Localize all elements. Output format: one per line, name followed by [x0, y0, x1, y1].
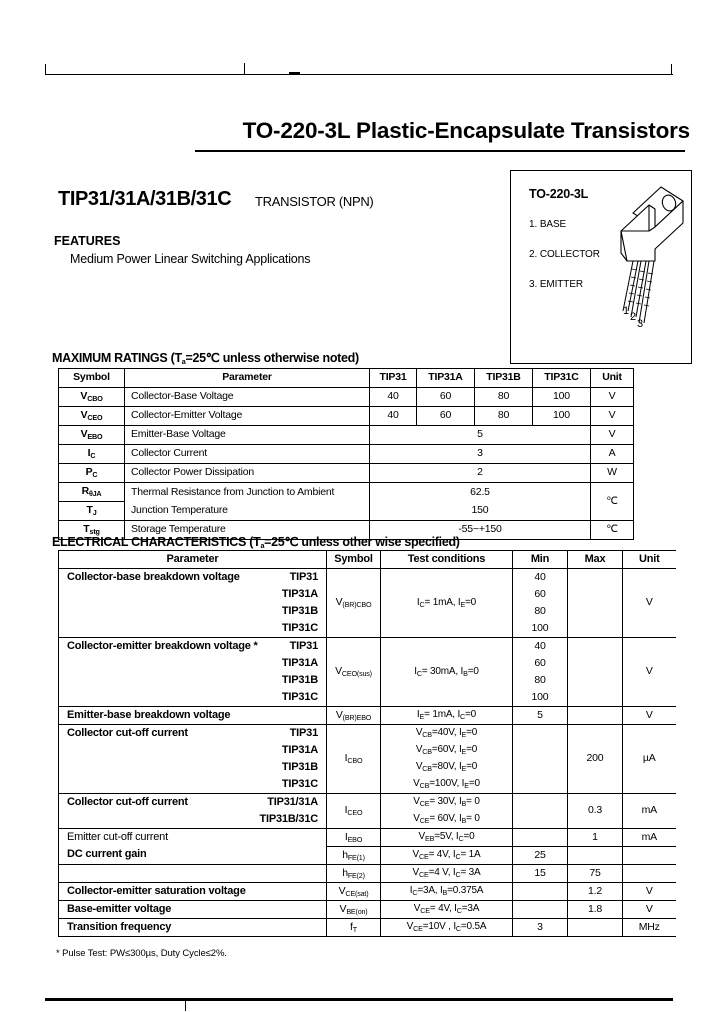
symbol-iebo: $I_{EBO}$	[327, 829, 381, 847]
max-iebo: 1	[568, 829, 623, 847]
table-row	[59, 725, 676, 743]
parameter-eb-breakdown: Emitter-base breakdown voltage	[59, 707, 327, 725]
col-header-symbol: Symbol	[327, 551, 381, 569]
package-title: TO-220-3L	[529, 187, 589, 201]
max-cb	[568, 569, 623, 638]
symbol-vcbo: $V_{CBO}$	[59, 388, 125, 407]
value-vceo-tip31c: 100	[533, 407, 591, 426]
top-dash-mark	[289, 72, 300, 75]
part-type-label: TRANSISTOR (NPN)	[255, 194, 374, 209]
condition-vbrcbo: $I_C= 1mA$, $I_E=0$	[381, 569, 513, 638]
parameter-ic: Collector Current	[125, 445, 370, 464]
condition-icbo-1: $V_{CB}=40V$, $I_E=0$	[381, 725, 513, 743]
ele-caption-part2: =25℃ unless other wise specified)	[264, 535, 460, 549]
grade-row-ce-tip31c: TIP31C	[59, 689, 327, 707]
table-row	[59, 407, 634, 426]
min-icbo	[513, 725, 568, 794]
min-hfe2: 15	[513, 865, 568, 883]
parameter-iebo: Emitter cut-off current	[59, 829, 327, 847]
unit-cb: V	[623, 569, 676, 638]
parameter-hfe2-blank	[59, 865, 327, 883]
col-header-test-conditions: Test conditions	[381, 551, 513, 569]
value-ic-all: 3	[370, 445, 591, 464]
top-rule	[45, 74, 673, 75]
max-ft	[568, 919, 623, 937]
title-underline	[195, 150, 685, 152]
unit-ce: V	[623, 638, 676, 707]
min-ce-tip31b: 80	[513, 672, 568, 689]
col-header-parameter: Parameter	[59, 551, 327, 569]
condition-iebo: $V_{EB}=5V$, $I_C=0$	[381, 829, 513, 847]
unit-tstg: ℃	[591, 521, 634, 540]
table-row	[59, 502, 634, 521]
value-vcbo-tip31: 40	[370, 388, 417, 407]
symbol-pc: $P_C$	[59, 464, 125, 483]
table-row	[59, 445, 634, 464]
value-vebo-all: 5	[370, 426, 591, 445]
electrical-characteristics-table	[58, 550, 676, 937]
condition-vbrebo: $I_E= 1mA$, $I_C=0$	[381, 707, 513, 725]
value-vcbo-tip31a: 60	[417, 388, 475, 407]
min-cb-tip31b: 80	[513, 603, 568, 620]
table-row	[59, 901, 676, 919]
table-row	[59, 794, 676, 812]
condition-icbo-4: $V_{CB}=100V$, $I_E=0$	[381, 776, 513, 794]
min-ce-tip31c: 100	[513, 689, 568, 707]
table-row	[59, 483, 634, 502]
ele-caption-ta: $T_a$	[253, 535, 265, 550]
max-vbeon: 1.8	[568, 901, 623, 919]
col-header-symbol: Symbol	[59, 369, 125, 388]
max-caption-part1: MAXIMUM RATINGS (	[52, 351, 175, 365]
package-pin-3-label: 3. EMITTER	[529, 279, 584, 290]
value-pc-all: 2	[370, 464, 591, 483]
symbol-rthja: $R_{\theta JA}$	[59, 483, 125, 502]
symbol-vbeon: $V_{BE(on)}$	[327, 901, 381, 919]
unit-hfe1	[623, 847, 676, 865]
max-hfe2: 75	[568, 865, 623, 883]
symbol-vebo: $V_{EBO}$	[59, 426, 125, 445]
table-row	[59, 829, 676, 847]
symbol-ic: $I_C$	[59, 445, 125, 464]
condition-hfe2: $V_{CE}=4$ V, $I_C= 3A$	[381, 865, 513, 883]
page-title: TO-220-3L Plastic-Encapsulate Transistors	[242, 118, 690, 143]
symbol-vceo: $V_{CEO}$	[59, 407, 125, 426]
unit-iceo: mA	[623, 794, 676, 829]
symbol-vcesat: $V_{CE(sat)}$	[327, 883, 381, 901]
parameter-cb-breakdown: Collector-base breakdown voltage TIP31	[59, 569, 327, 587]
table-row	[59, 883, 676, 901]
value-vcbo-tip31c: 100	[533, 388, 591, 407]
min-vcesat	[513, 883, 568, 901]
max-iceo: 0.3	[568, 794, 623, 829]
bottom-rule	[45, 998, 673, 1001]
condition-vceosus: $I_C= 30mA$, $I_B=0$	[381, 638, 513, 707]
min-iceo	[513, 794, 568, 829]
table-header-row	[59, 551, 676, 569]
unit-vcesat: V	[623, 883, 676, 901]
unit-vebo: V	[591, 426, 634, 445]
min-cb-tip31c: 100	[513, 620, 568, 638]
symbol-vceosus: $V_{CEO(sus)}$	[327, 638, 381, 707]
min-vbeon	[513, 901, 568, 919]
parameter-vcbo: Collector-Base Voltage	[125, 388, 370, 407]
electrical-characteristics-caption	[52, 534, 460, 549]
min-iebo	[513, 829, 568, 847]
min-hfe1: 25	[513, 847, 568, 865]
grade-row-icbo-b: TIP31B	[59, 759, 327, 776]
parameter-icbo: Collector cut-off current TIP31	[59, 725, 327, 743]
symbol-hfe1: $h_{FE(1)}$	[327, 847, 381, 865]
table-row	[59, 388, 634, 407]
min-ce-tip31a: 60	[513, 655, 568, 672]
parameter-iceo: Collector cut-off current TIP31/31A	[59, 794, 327, 812]
table-row	[59, 569, 676, 587]
min-ft: 3	[513, 919, 568, 937]
unit-vcbo: V	[591, 388, 634, 407]
symbol-tj: $T_J$	[59, 502, 125, 521]
condition-iceo-1: $V_{CE}= 30V$, $I_B= 0$	[381, 794, 513, 812]
parameter-tj: Junction Temperature	[125, 502, 370, 521]
value-rthja-all: 62.5	[370, 483, 591, 502]
unit-iebo: mA	[623, 829, 676, 847]
grade-row-iceo-2: TIP31B/31C	[59, 811, 327, 829]
condition-iceo-2: $V_{CE}= 60V$, $I_B= 0$	[381, 811, 513, 829]
footnote: * Pulse Test: PW≤300µs, Duty Cycle≤2%.	[56, 948, 227, 959]
grade-row-tip31b: TIP31B	[59, 603, 327, 620]
value-tj-all: 150	[370, 502, 591, 521]
parameter-ce-breakdown: Collector-emitter breakdown voltage * TIP31	[59, 638, 327, 656]
max-hfe1	[568, 847, 623, 865]
min-cb-tip31: 40	[513, 569, 568, 587]
parameter-vcesat: Collector-emitter saturation voltage	[59, 883, 327, 901]
min-cb-tip31a: 60	[513, 586, 568, 603]
package-pin-number-1: 1	[623, 305, 630, 317]
grade-row-icbo-c: TIP31C	[59, 776, 327, 794]
parameter-dc-current-gain: DC current gain	[59, 847, 327, 865]
col-header-unit: Unit	[623, 551, 676, 569]
max-eb	[568, 707, 623, 725]
max-ce	[568, 638, 623, 707]
condition-vbeon: $V_{CE}= 4V$, $I_C=3A$	[381, 901, 513, 919]
value-vceo-tip31a: 60	[417, 407, 475, 426]
max-icbo: 200	[568, 725, 623, 794]
top-tick-left	[45, 64, 46, 75]
parameter-ft: Transition frequency	[59, 919, 327, 937]
grade-row-icbo-a: TIP31A	[59, 742, 327, 759]
symbol-vbrcbo: $V_{(BR)CBO}$	[327, 569, 381, 638]
condition-icbo-3: $V_{CB}=80V$, $I_E=0$	[381, 759, 513, 776]
package-diagram	[510, 170, 692, 364]
symbol-vbrebo: $V_{(BR)EBO}$	[327, 707, 381, 725]
unit-ic: A	[591, 445, 634, 464]
part-number: TIP31/31A/31B/31C	[58, 188, 232, 210]
grade-row-tip31a: TIP31A	[59, 586, 327, 603]
col-header-unit: Unit	[591, 369, 634, 388]
package-pin-1-label: 1. BASE	[529, 219, 567, 230]
parameter-vbeon: Base-emitter voltage	[59, 901, 327, 919]
table-row	[59, 707, 676, 725]
condition-ft: $V_{CE}=10V$ , $I_C=0.5A$	[381, 919, 513, 937]
col-header-max: Max	[568, 551, 623, 569]
condition-vcesat: $I_C=3A$, $I_B=0.375A$	[381, 883, 513, 901]
unit-ft: MHz	[623, 919, 676, 937]
col-header-parameter: Parameter	[125, 369, 370, 388]
grade-row-tip31c: TIP31C	[59, 620, 327, 638]
min-ce-tip31: 40	[513, 638, 568, 656]
col-header-tip31: TIP31	[370, 369, 417, 388]
max-caption-ta: $T_a$	[174, 351, 186, 366]
col-header-min: Min	[513, 551, 568, 569]
unit-pc: W	[591, 464, 634, 483]
bottom-tick	[185, 1001, 186, 1011]
unit-vbeon: V	[623, 901, 676, 919]
unit-hfe2	[623, 865, 676, 883]
ele-caption-part1: ELECTRICAL CHARACTERISTICS (	[52, 535, 254, 549]
grade-row-ce-tip31a: TIP31A	[59, 655, 327, 672]
package-pin-number-3: 3	[637, 318, 644, 330]
table-row	[59, 847, 676, 865]
features-heading: FEATURES	[54, 234, 121, 248]
parameter-vceo: Collector-Emitter Voltage	[125, 407, 370, 426]
symbol-iceo: $I_{CEO}$	[327, 794, 381, 829]
table-header-row	[59, 369, 634, 388]
condition-icbo-2: $V_{CB}=60V$, $I_E=0$	[381, 742, 513, 759]
symbol-icbo: $I_{CBO}$	[327, 725, 381, 794]
unit-rthja-tj: ℃	[591, 483, 634, 521]
symbol-ft: $f_T$	[327, 919, 381, 937]
symbol-tstg: $T_{stg}$	[59, 521, 125, 540]
unit-vceo: V	[591, 407, 634, 426]
max-ratings-caption	[52, 350, 359, 365]
value-vcbo-tip31b: 80	[475, 388, 533, 407]
unit-icbo: µA	[623, 725, 676, 794]
table-row	[59, 638, 676, 656]
parameter-pc: Collector Power Dissipation	[125, 464, 370, 483]
package-pin-2-label: 2. COLLECTOR	[529, 249, 600, 260]
parameter-vebo: Emitter-Base Voltage	[125, 426, 370, 445]
min-eb: 5	[513, 707, 568, 725]
unit-eb: V	[623, 707, 676, 725]
table-row	[59, 464, 634, 483]
col-header-tip31b: TIP31B	[475, 369, 533, 388]
max-vcesat: 1.2	[568, 883, 623, 901]
max-caption-part2: =25℃ unless otherwise noted)	[185, 351, 359, 365]
parameter-rthja: Thermal Resistance from Junction to Ambient	[125, 483, 370, 502]
table-row	[59, 426, 634, 445]
col-header-tip31c: TIP31C	[533, 369, 591, 388]
package-pin-number-2: 2	[630, 311, 637, 323]
value-tstg-all: -55~+150	[370, 521, 591, 540]
col-header-tip31a: TIP31A	[417, 369, 475, 388]
top-tick-middle	[244, 63, 245, 74]
table-row	[59, 865, 676, 883]
condition-hfe1: $V_{CE}= 4V$, $I_C= 1A$	[381, 847, 513, 865]
grade-row-ce-tip31b: TIP31B	[59, 672, 327, 689]
value-vceo-tip31b: 80	[475, 407, 533, 426]
top-tick-right	[671, 64, 672, 75]
parameter-tstg: Storage Temperature	[125, 521, 370, 540]
table-row	[59, 919, 676, 937]
symbol-hfe2: $h_{FE(2)}$	[327, 865, 381, 883]
value-vceo-tip31: 40	[370, 407, 417, 426]
features-text: Medium Power Linear Switching Applications	[70, 252, 311, 266]
maximum-ratings-table	[58, 368, 634, 540]
